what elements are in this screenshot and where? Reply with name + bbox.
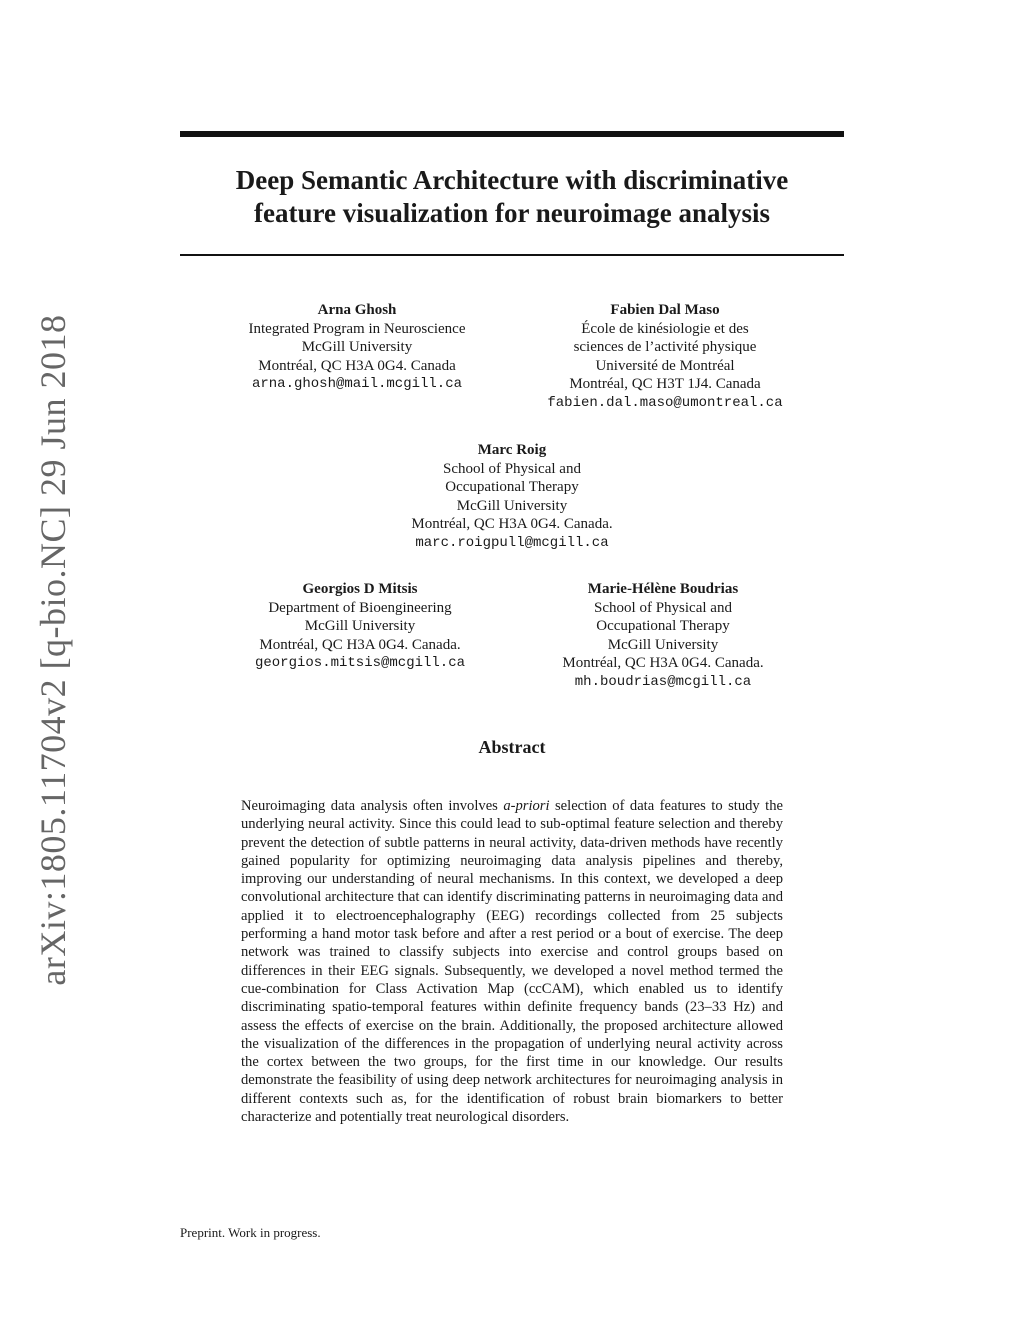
abstract-heading: Abstract: [478, 737, 546, 757]
author-name: Marie-Hélène Boudrias: [587, 581, 739, 597]
author-email: mh.boudrias@mcgill.ca: [574, 673, 752, 690]
author-email: fabien.dal.maso@umontreal.ca: [547, 394, 783, 411]
affiliation-line: Montréal, QC H3A 0G4. Canada.: [259, 636, 461, 653]
author-name: Marc Roig: [477, 442, 547, 458]
affiliation-line: McGill University: [301, 339, 413, 355]
affiliation-line: McGill University: [607, 636, 719, 653]
affiliation-line: School of Physical and: [443, 460, 581, 477]
affiliation-line: Université de Montréal: [595, 357, 735, 374]
affiliation-line: sciences de l’activité physique: [573, 339, 757, 355]
author-block-ghosh: [249, 301, 466, 394]
author-email: marc.roigpull@mcgill.ca: [415, 534, 609, 551]
title-line-2: feature visualization for neuroimage analysis: [254, 198, 770, 228]
affiliation-line: Montréal, QC H3A 0G4. Canada: [258, 357, 456, 374]
author-block-boudrias: [562, 580, 763, 691]
paper-title: [180, 164, 844, 230]
affiliation-line: École de kinésiologie et des: [581, 320, 749, 337]
affiliation-line: Montréal, QC H3A 0G4. Canada.: [562, 655, 764, 671]
affiliation-line: School of Physical and: [594, 599, 732, 616]
author-name: Arna Ghosh: [317, 302, 397, 318]
abstract-text-rest: selection of data features to study the underlying neural activity. Since this could lead to sub-optimal feature selection and thereby prevent the detection of subtle patterns in neural activity, data-driven methods have recently gained popularity for optimizing neuroimaging data analysis pipelines and thereby, improving our understanding of neural mechanisms. In this context, we developed a deep convolutional architecture that can identify discriminating patterns in neuroimaging data and applied it to electroencephalography (EEG) recordings collected from 25 subjects performing a hand motor task before and after a rest period or a bout of exercise. The deep network was trained to classify subjects into exercise and control groups based on differences in their EEG signals. Subsequently, we developed a novel method termed the cue-combination for Class Activation Map (ccCAM), which enabled us to identify discriminating spatio-temporal features within definite frequency bands (23–33 Hz) and assess the effects of exercise on the brain. Additionally, the proposed architecture allowed the visualization of the differences in the propagation of underlying neural activity across the cortex between the two groups, for the first time in our knowledge. Our results demonstrate the feasibility of using deep network architectures for neuroimaging analysis in different contexts such as, for the identification of robust brain biomarkers to better characterize and potentially treat neurological disorders.: [241, 798, 783, 1126]
abstract-italic-term: a-priori: [503, 798, 550, 814]
author-email: arna.ghosh@mail.mcgill.ca: [251, 376, 463, 392]
affiliation-line: McGill University: [304, 618, 416, 634]
abstract-body: [241, 797, 783, 1126]
author-name: Fabien Dal Maso: [610, 302, 720, 318]
title-line-1: Deep Semantic Architecture with discriminative: [235, 165, 789, 195]
author-email: georgios.mitsis@mcgill.ca: [254, 655, 466, 671]
title-bottom-rule: [180, 254, 844, 256]
affiliation-line: Occupational Therapy: [596, 618, 730, 634]
author-block-dal-maso: [547, 301, 782, 412]
abstract-text-start: Neuroimaging data analysis often involves: [241, 798, 504, 814]
author-block-roig: [411, 441, 612, 552]
preprint-footnote: Preprint. Work in progress.: [180, 1225, 321, 1240]
affiliation-line: Montréal, QC H3A 0G4. Canada.: [411, 516, 613, 532]
title-top-rule: [180, 131, 844, 137]
author-block-mitsis: [255, 580, 465, 673]
affiliation-line: McGill University: [456, 497, 568, 514]
arxiv-identifier: arXiv:1805.11704v2 [q-bio.NC] 29 Jun 2018: [33, 314, 73, 986]
affiliation-line: Integrated Program in Neuroscience: [248, 320, 466, 337]
affiliation-line: Department of Bioengineering: [268, 599, 452, 616]
affiliation-line: Montréal, QC H3T 1J4. Canada: [569, 376, 761, 392]
author-name: Georgios D Mitsis: [302, 581, 418, 597]
affiliation-line: Occupational Therapy: [445, 479, 579, 495]
